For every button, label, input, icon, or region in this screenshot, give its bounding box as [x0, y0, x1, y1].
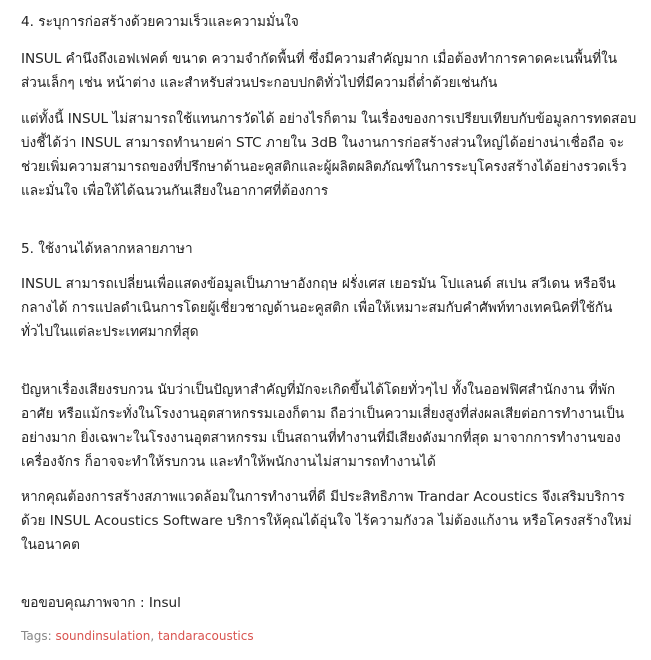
tag-link-soundinsulation[interactable]: soundinsulation [55, 629, 151, 643]
section-heading-languages: 5. ใช้งานได้หลากหลายภาษา [21, 241, 193, 257]
tag-link-trandaracoustics[interactable]: tandaracoustics [157, 629, 254, 643]
paragraph-trandar-service: หากคุณต้องการสร้างสภาพแวดล้อมในการทำงานที่ดี มีประสิทธิภาพ Trandar Acoustics จึงเสริมบริการด้วย INSUL Acoustics Software บริการให้คุณได้อุ่นใจ ไร้ความกังวล ไม่ต้องแก้งาน หรือโครงสร้างใหม่ในอนาคต [21, 489, 632, 553]
paragraph-noise-problem: ปัญหาเรื่องเสียงรบกวน นับว่าเป็นปัญหาสำคัญที่มักจะเกิดขึ้นได้โดยทั่วๆไป ทั้งในออฟฟิศสำนักงาน ที่พักอาศัย หรือแม้กระทั่งในโรงงานอุตสาหกรรมเองก็ตาม ถือว่าเป็นความเสี่ยงสูงที่ส่งผลเสียต่อการทำงานเป็นอย่างมาก ยิ่งเฉพาะในโรงงานอุตสาหกรรม เป็นสถานที่ทำงานที่มีเสียงดังมากที่สุด มาจากการทำงานของเครื่องจักร ก็อาจจะทำให้รบกวน และทำให้พนักงานไม่สามารถทำงานได้ [21, 382, 625, 470]
image-credit: ขอขอบคุณภาพจาก : Insul [21, 595, 181, 611]
paragraph-insul-effects: INSUL คำนึงถึงเอฟเฟคต์ ขนาด ความจำกัดพื้นที่ ซึ่งมีความสำคัญมาก เมื่อต้องทำการคาดคะเนพื้นที่ในส่วนเล็กๆ เช่น หน้าต่าง และสำหรับส่วนประกอบปกติทั่วไปที่มีความถี่ต่ำด้วยเช่นกัน [21, 51, 618, 91]
tags-label: Tags: [21, 629, 56, 643]
paragraph-languages: INSUL สามารถเปลี่ยนเพื่อแสดงข้อมูลเป็นภาษาอังกฤษ ฝรั่งเศส เยอรมัน โปแลนด์ สเปน สวีเดน หรือจีนกลางได้ การแปลดำเนินการโดยผู้เชี่ยวชาญด้านอะคูสติก เพื่อให้เหมาะสมกับคำศัพท์ทางเทคนิคที่ใช้กันทั่วไปในแต่ละประเทศมากที่สุด [21, 276, 616, 340]
section-heading-speed-confidence: 4. ระบุการก่อสร้างด้วยความเร็วและความมั่นใจ [21, 14, 299, 30]
paragraph-insul-stc-prediction: แต่ทั้งนี้ INSUL ไม่สามารถใช้แทนการวัดได้ อย่างไรก็ตาม ในเรื่องของการเปรียบเทียบกับข้อมูลการทดสอบบ่งชี้ได้ว่า INSUL สามารถทำนายค่า STC ภายใน 3dB ในงานการก่อสร้างส่วนใหญ่ได้อย่างน่าเชื่อถือ จะช่วยเพิ่มความสามารถของที่ปรึกษาด้านอะคูสติกและผู้ผลิตผลิตภัณฑ์ในการระบุโครงสร้างได้อย่างรวดเร็วและมั่นใจ เพื่อให้ได้ฉนวนกันเสียงในอากาศที่ต้องการ [21, 111, 637, 199]
tag-separator: , [150, 629, 158, 643]
tags-bar [21, 626, 637, 646]
